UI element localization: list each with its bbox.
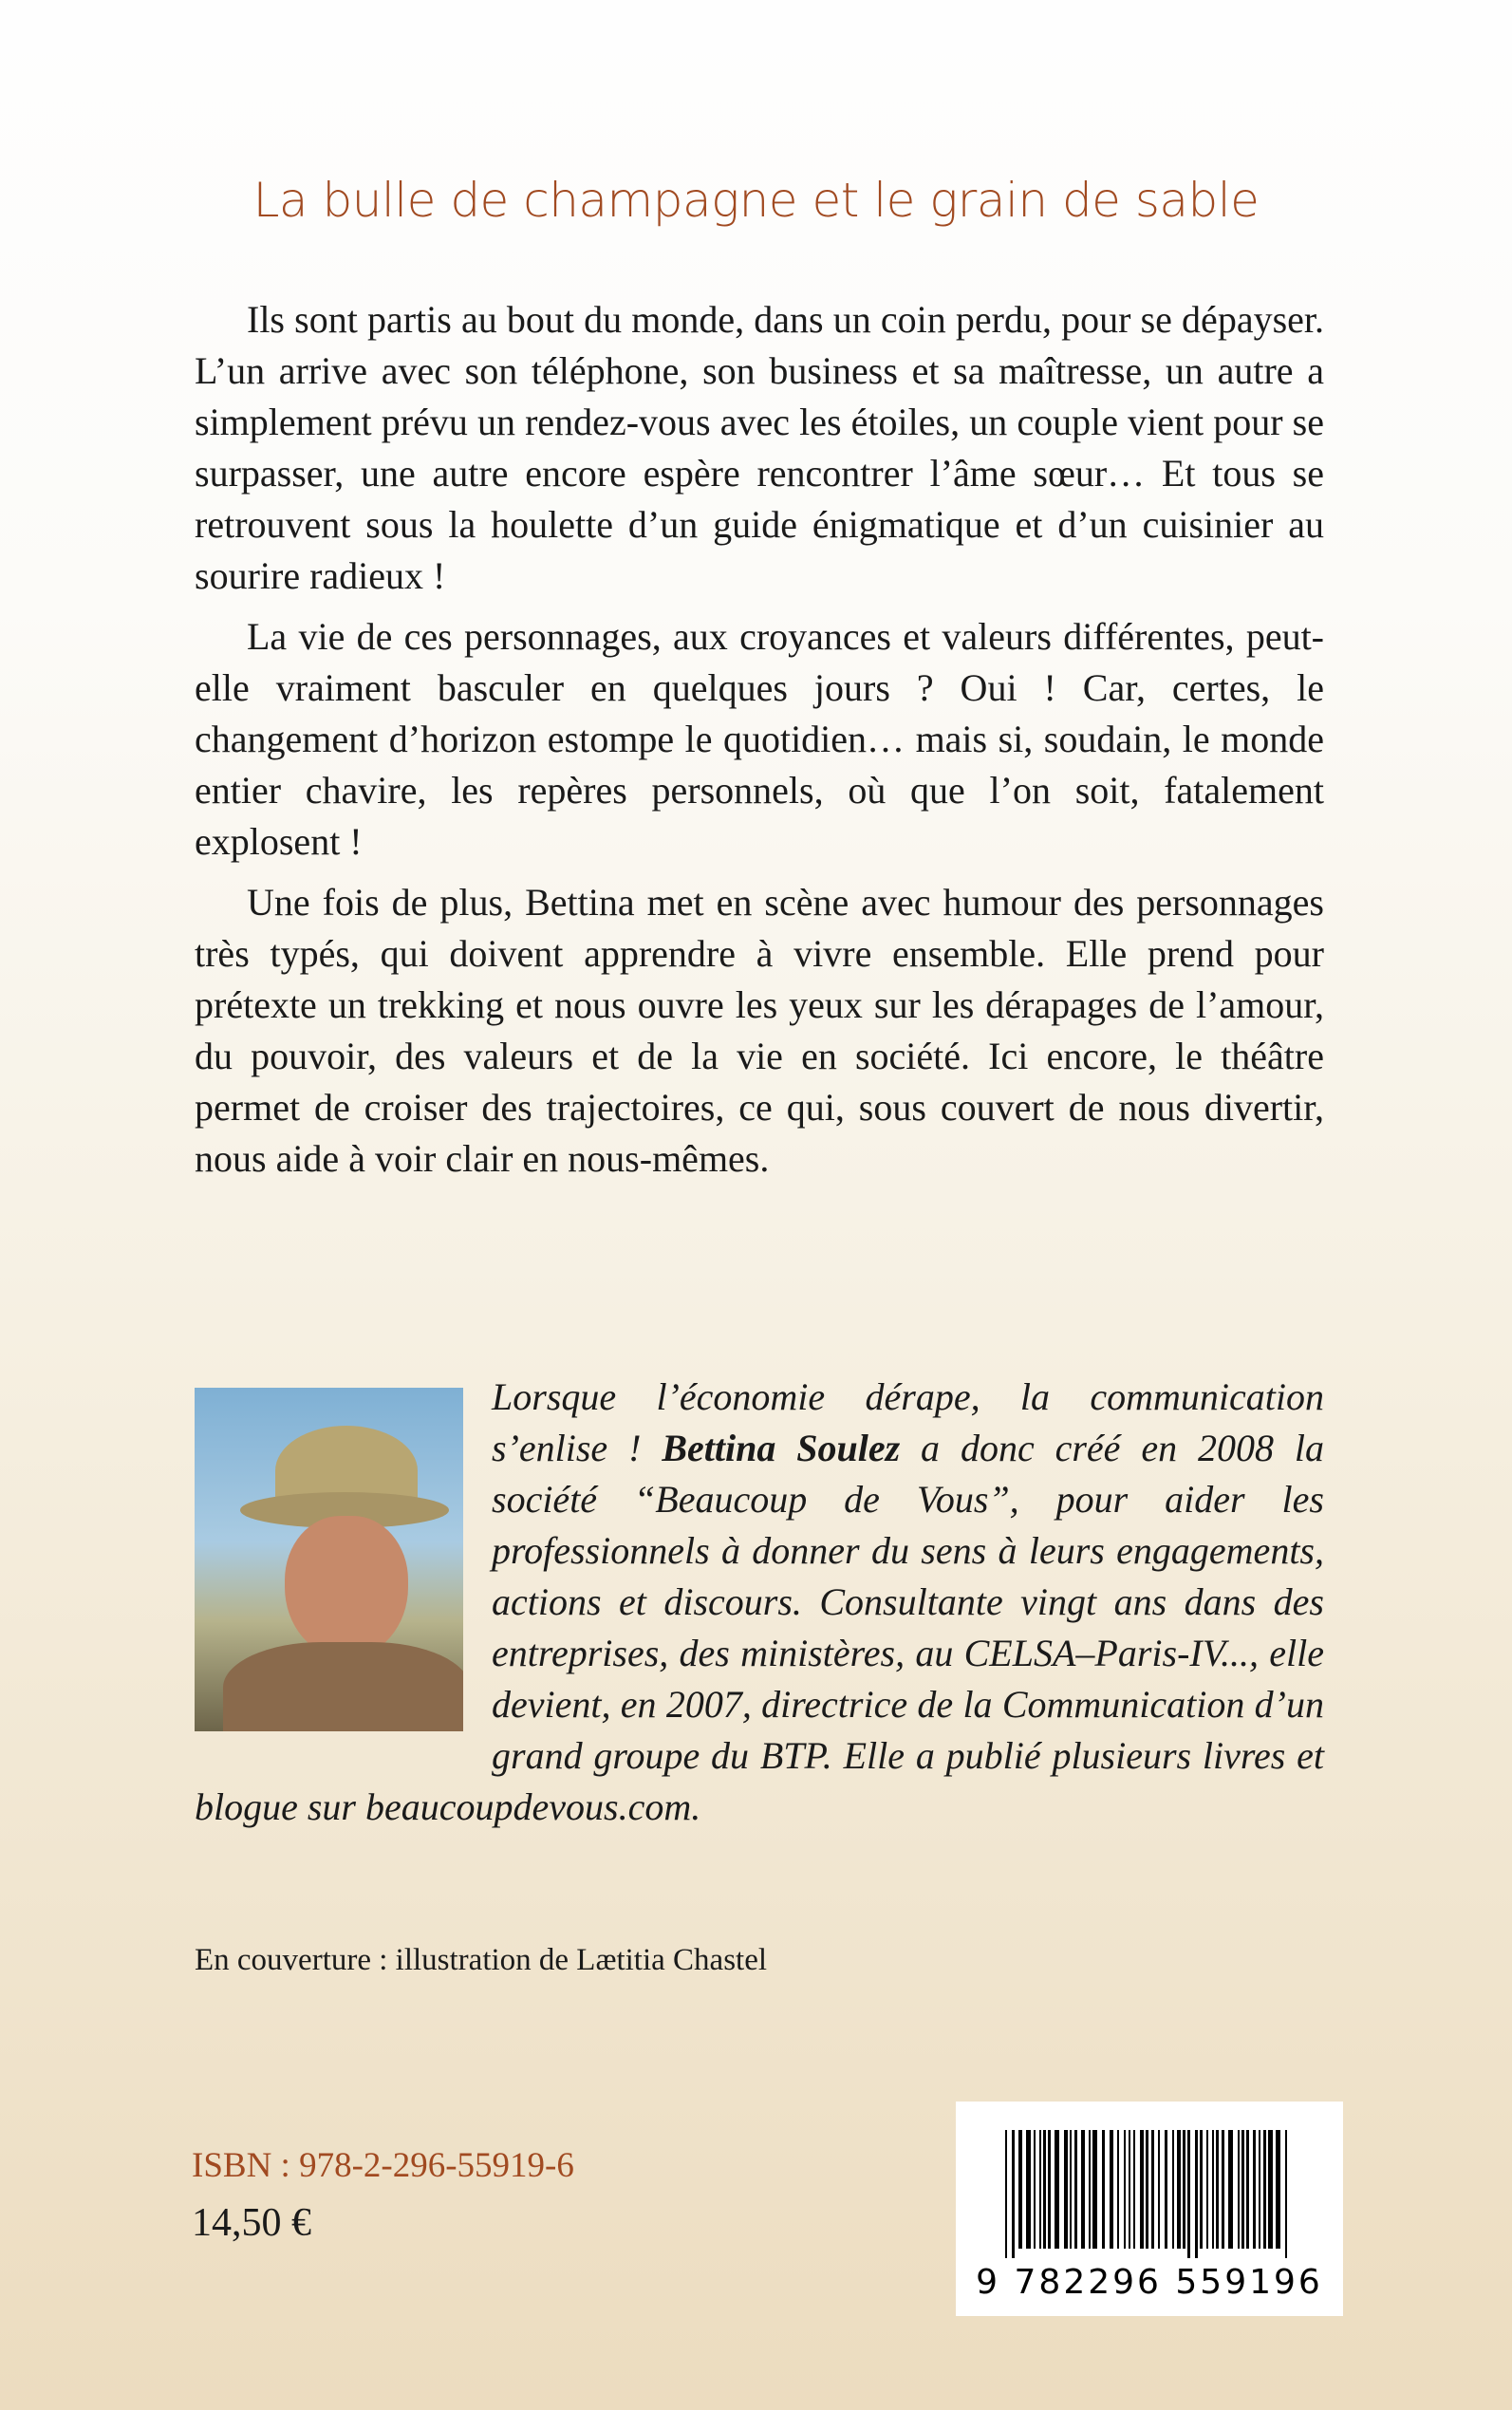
cover-credit: En couverture : illustration de Lætitia Chastel (195, 1943, 768, 1977)
author-name: Bettina Soulez (662, 1427, 901, 1469)
blurb (195, 294, 1324, 1194)
isbn: ISBN : 978-2-296-55919-6 (192, 2146, 574, 2185)
blurb-paragraph: La vie de ces personnages, aux croyances et valeurs différentes, peut-elle vraiment basculer en quelques jours ? Oui ! Car, certes, le changement d’horizon estompe le quotidien… mais si, soudain, le monde entier chavire, les repères personnels, où que l’on soit, fatalement explosent ! (195, 615, 1324, 863)
author-photo (195, 1388, 463, 1731)
barcode-bars (1005, 2130, 1294, 2258)
book-title: La bulle de champagne et le grain de sable (252, 173, 1260, 228)
blurb-paragraph: Une fois de plus, Bettina met en scène avec humour des personnages très typés, qui doivent apprendre à vivre ensemble. Elle prend pour prétexte un trekking et nous ouvre les yeux sur les dérapages de l’amour, du pouvoir, des valeurs et de la vie en société. Ici encore, le théâtre permet de croiser des trajectoires, ce qui, sous couvert de nous divertir, nous aide à voir clair en nous-mêmes. (195, 881, 1324, 1180)
bio-intro: Lorsque l’économie dérape, la communication s’enlise ! (492, 1375, 1324, 1469)
barcode-digits: 9 782296 559196 (976, 2263, 1323, 2302)
blurb-paragraph: Ils sont partis au bout du monde, dans un coin perdu, pour se dépayser. L’un arrive avec son téléphone, son business et sa maîtresse, un autre a simplement prévu un rendez-vous avec les étoiles, un couple vient pour se surpasser, une autre encore espère rencontrer l’âme sœur… Et tous se retrouvent sous la houlette d’un guide énigmatique et d’un cuisinier au sourire radieux ! (195, 298, 1324, 597)
author-bio (195, 1372, 1324, 1833)
bio-text: a donc créé en 2008 la société “Beaucoup de Vous”, pour aider les professionnels à donner du sens à leurs engagements, actions et discours. Consultante vingt ans dans des entreprises, des ministères, au CELSA–Paris-IV..., elle devient, en 2007, directrice de la Communication d’un grand groupe du BTP. Elle a publié plusieurs livres et blogue sur beaucoupdevous.com. (195, 1427, 1324, 1828)
barcode (956, 2102, 1343, 2316)
price: 14,50 € (192, 2201, 311, 2245)
